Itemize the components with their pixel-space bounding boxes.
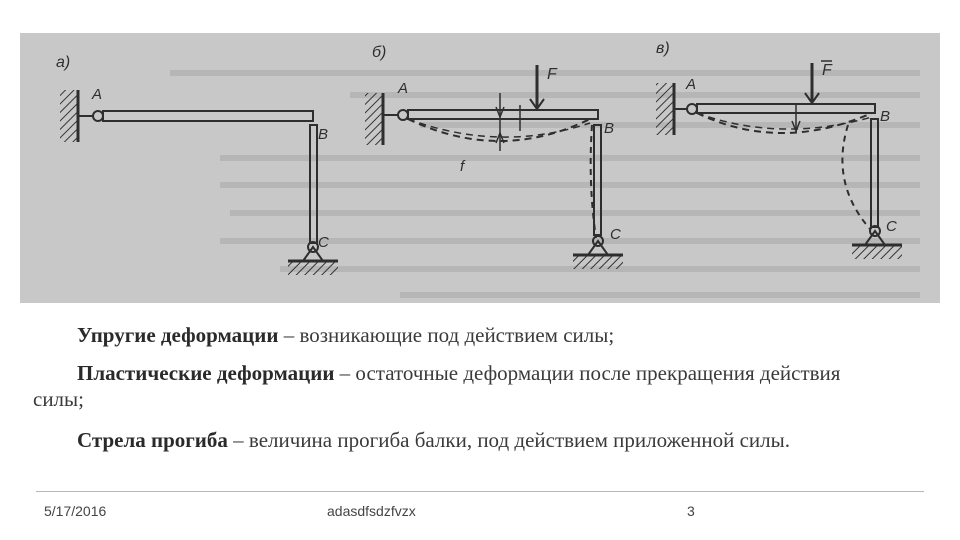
beam-deformation-figure [20,33,940,303]
definition-plastic [33,360,893,412]
label-b-C: C [610,226,621,243]
term-elastic: Упругие деформации [77,323,279,347]
label-c-A: A [686,76,697,93]
text-plastic: – остаточные деформации после прекращения действия силы; [33,361,841,411]
label-c-C: C [886,218,897,235]
label-b-F: F [547,66,557,83]
label-b-f: f [460,158,465,175]
footer-text: adasdfsdzfvzx [327,503,416,519]
page-number: 3 [687,503,695,519]
label-b-B: B [604,120,615,137]
label-a-A: A [92,86,103,103]
definition-deflection [33,427,893,453]
label-b-A: A [398,80,409,97]
panel-b-tag: б) [372,44,387,61]
footer-divider [36,491,924,492]
label-c-B: B [880,108,891,125]
definition-elastic [33,322,893,348]
text-deflection: – величина прогиба балки, под действием приложенной силы. [227,428,790,452]
term-deflection: Стрела прогиба [77,428,228,452]
panel-a-tag: а) [56,54,71,71]
footer-date: 5/17/2016 [44,503,107,519]
label-a-C: C [318,234,329,251]
term-plastic: Пластические деформации [77,361,335,385]
label-c-F: F [822,62,832,79]
label-a-B: B [318,126,329,143]
text-elastic: – возникающие под действием силы; [278,323,615,347]
panel-c-tag: в) [656,40,670,57]
